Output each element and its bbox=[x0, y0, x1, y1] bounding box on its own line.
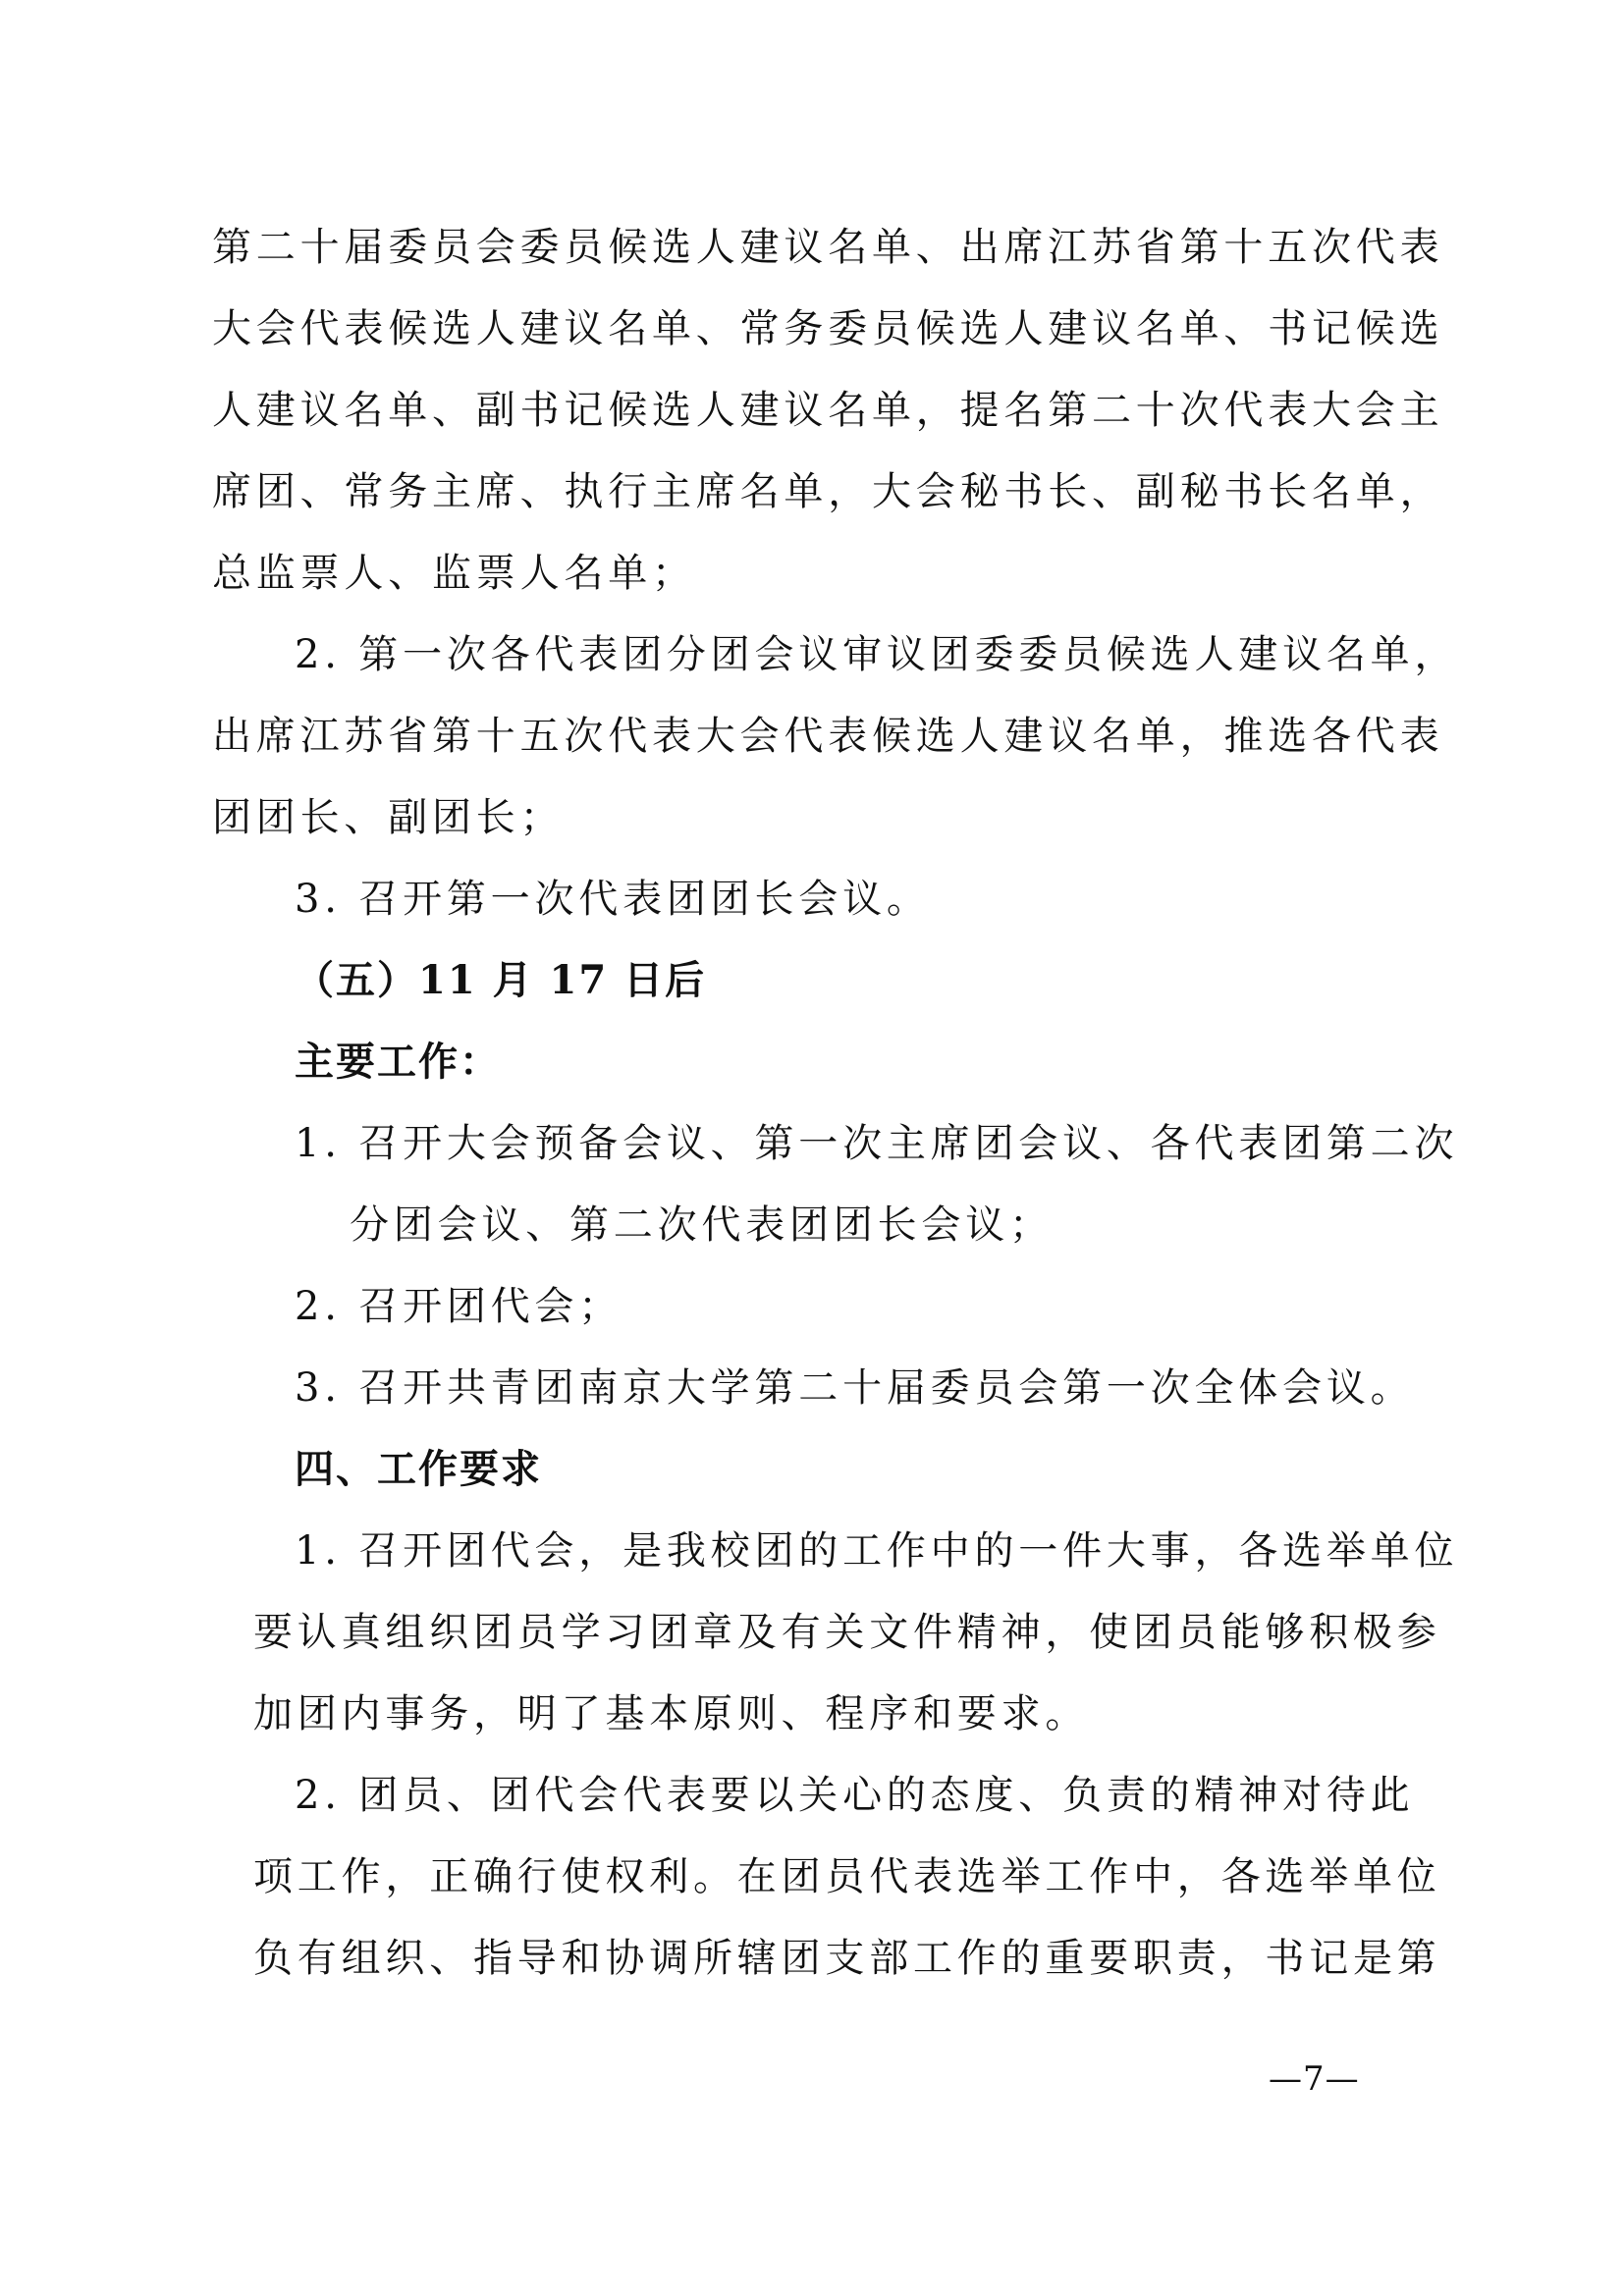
section-label: 主要工作： bbox=[295, 1039, 501, 1085]
list-item-text: 2. 召开团代会； bbox=[295, 1284, 623, 1329]
list-item-text: 1. 召开团代会，是我校团的工作中的一件大事，各选举单位 bbox=[295, 1528, 1459, 1574]
body-text-line: 大会代表候选人建议名单、常务委员候选人建议名单、书记候选 bbox=[212, 306, 1444, 351]
list-item-text: 3. 召开共青团南京大学第二十届委员会第一次全体会议。 bbox=[295, 1365, 1415, 1411]
page-number: —7— bbox=[1269, 2059, 1360, 2099]
body-text-line: 总监票人、监票人名单； bbox=[212, 551, 696, 596]
body-text-line: 第二十届委员会委员候选人建议名单、出席江苏省第十五次代表 bbox=[212, 225, 1444, 270]
body-text-line: 团团长、副团长； bbox=[212, 795, 565, 840]
body-text-line: 负有组织、指导和协调所辖团支部工作的重要职责，书记是第 bbox=[253, 1936, 1441, 1981]
list-item-text: 1. 召开大会预备会议、第一次主席团会议、各代表团第二次 bbox=[295, 1121, 1459, 1166]
list-item-text: 2. 第一次各代表团分团会议审议团委委员候选人建议名单， bbox=[295, 632, 1459, 677]
section-subheading: （五）11 月 17 日后 bbox=[295, 957, 707, 1003]
body-text-line: 项工作，正确行使权利。在团员代表选举工作中，各选举单位 bbox=[253, 1854, 1441, 1899]
body-text-line: 出席江苏省第十五次代表大会代表候选人建议名单，推选各代表 bbox=[212, 714, 1444, 759]
body-text-line: 席团、常务主席、执行主席名单，大会秘书长、副秘书长名单， bbox=[212, 469, 1444, 514]
body-text-line: 人建议名单、副书记候选人建议名单，提名第二十次代表大会主 bbox=[212, 388, 1444, 433]
body-text-line: 加团内事务，明了基本原则、程序和要求。 bbox=[253, 1691, 1090, 1736]
body-text-line: 要认真组织团员学习团章及有关文件精神，使团员能够积极参 bbox=[253, 1610, 1441, 1655]
list-item-continuation: 分团会议、第二次代表团团长会议； bbox=[350, 1202, 1054, 1248]
list-item-text: 2. 团员、团代会代表要以关心的态度、负责的精神对待此 bbox=[295, 1773, 1415, 1818]
list-item-text: 3. 召开第一次代表团团长会议。 bbox=[295, 877, 931, 922]
section-heading: 四、工作要求 bbox=[295, 1447, 542, 1492]
